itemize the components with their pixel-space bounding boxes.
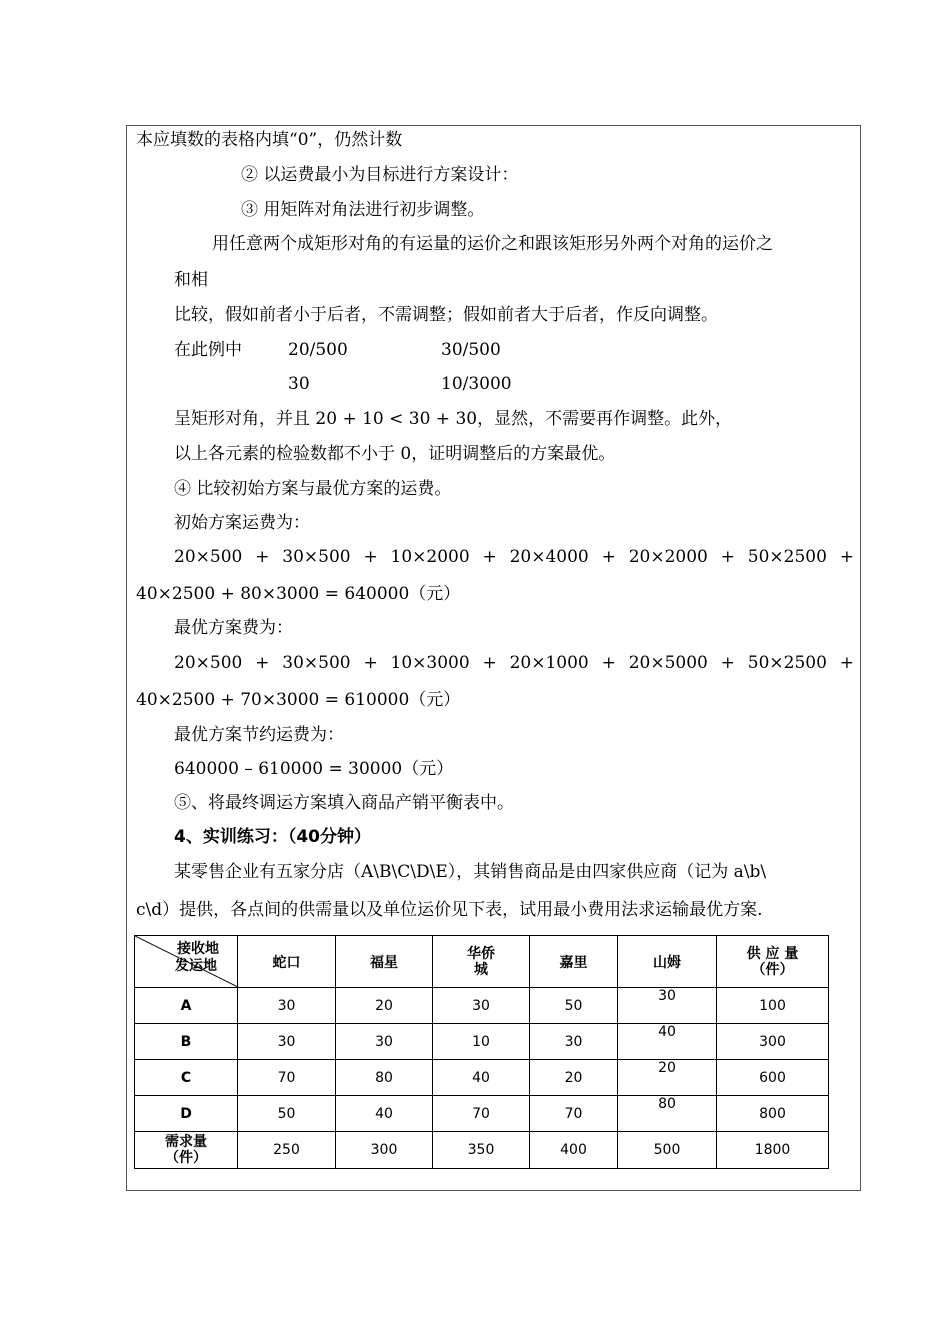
formula-token: +	[839, 653, 854, 673]
formula-token: 20×2000	[628, 547, 708, 567]
table-cell: 40	[336, 1096, 433, 1132]
text-line-1: 本应填数的表格内填“0”，仍然计数	[136, 130, 403, 150]
table-cell: 20	[530, 1060, 618, 1096]
demand-cell: 500	[618, 1132, 717, 1169]
table-cell: 30	[433, 988, 530, 1024]
formula-token: +	[363, 547, 378, 567]
formula-token: +	[720, 653, 735, 673]
text-line-19: 640000 – 610000 = 30000（元）	[174, 759, 454, 779]
header-supply: 供 应 量 （件）	[717, 936, 829, 988]
row-label: A	[135, 988, 238, 1024]
table-row	[135, 1024, 829, 1060]
formula-token: 50×2500	[747, 653, 827, 673]
header-shekou: 蛇口	[238, 936, 336, 988]
supply-demand-table	[134, 935, 829, 1169]
formula-token: 20×4000	[509, 547, 589, 567]
formula-token: 50×2500	[747, 547, 827, 567]
demand-row	[135, 1132, 829, 1169]
demand-cell: 250	[238, 1132, 336, 1169]
table-cell: 40	[433, 1060, 530, 1096]
header-jiali: 嘉里	[530, 936, 618, 988]
table-cell: 70	[433, 1096, 530, 1132]
formula-token: +	[363, 653, 378, 673]
table-cell	[618, 1096, 717, 1132]
table-cell: 30	[238, 988, 336, 1024]
text-line-11: ④ 比较初始方案与最优方案的运费。	[174, 479, 452, 499]
table-cell: 50	[530, 988, 618, 1024]
table-cell: 100	[717, 988, 829, 1024]
section-heading: 4、实训练习：（40分钟）	[174, 827, 371, 847]
table-cell: 30	[336, 1024, 433, 1060]
text-line-10: 以上各元素的检验数都不小于 0，证明调整后的方案最优。	[174, 444, 616, 464]
formula-token: +	[601, 547, 616, 567]
header-shanmu: 山姆	[618, 936, 717, 988]
table-cell: 10	[433, 1024, 530, 1060]
table-cell: 70	[238, 1060, 336, 1096]
row-label: B	[135, 1024, 238, 1060]
formula-token: 30×500	[282, 547, 351, 567]
table-cell	[618, 988, 717, 1024]
table-cell	[618, 1060, 717, 1096]
row-label: C	[135, 1060, 238, 1096]
formula-token: +	[482, 653, 497, 673]
table-cell: 600	[717, 1060, 829, 1096]
table-cell: 70	[530, 1096, 618, 1132]
text-line-12: 初始方案运费为：	[174, 513, 310, 533]
text-line-8b: 10/3000	[441, 374, 512, 394]
demand-cell: 400	[530, 1132, 618, 1169]
formula-token: 10×3000	[390, 653, 470, 673]
text-line-2: ② 以运费最小为目标进行方案设计：	[241, 165, 519, 185]
optimal-cost-formula	[174, 652, 854, 674]
formula-token: +	[482, 547, 497, 567]
text-line-23: c\d）提供，各点间的供需量以及单位运价见下表，试用最小费用法求运输最优方案.	[136, 900, 763, 920]
corner-cell	[135, 936, 238, 988]
formula-token: +	[839, 547, 854, 567]
text-line-7a: 在此例中	[174, 340, 242, 360]
table-cell: 20	[336, 988, 433, 1024]
table-row	[135, 1096, 829, 1132]
table-cell: 50	[238, 1096, 336, 1132]
formula-token: +	[255, 653, 270, 673]
header-fuxing: 福星	[336, 936, 433, 988]
table-header-row	[135, 936, 829, 988]
table-cell: 300	[717, 1024, 829, 1060]
formula-token: 20×1000	[509, 653, 589, 673]
demand-cell: 350	[433, 1132, 530, 1169]
initial-cost-formula	[174, 546, 854, 568]
demand-cell: 300	[336, 1132, 433, 1169]
text-line-14: 40×2500 + 80×3000 = 640000（元）	[136, 584, 461, 604]
formula-token: 30×500	[282, 653, 351, 673]
row-label: D	[135, 1096, 238, 1132]
formula-token: 10×2000	[390, 547, 470, 567]
text-line-18: 最优方案节约运费为：	[174, 725, 344, 745]
shanmu-value: 40	[658, 1024, 676, 1040]
text-line-3: ③ 用矩阵对角法进行初步调整。	[241, 200, 485, 220]
formula-token: 20×500	[174, 547, 243, 567]
table-row	[135, 988, 829, 1024]
text-line-7b: 20/500	[288, 340, 348, 360]
shanmu-value: 20	[658, 1060, 676, 1076]
formula-token: +	[720, 547, 735, 567]
formula-token: +	[601, 653, 616, 673]
text-line-22: 某零售企业有五家分店（A\B\C\D\E），其销售商品是由四家供应商（记为 a\b\	[174, 862, 767, 882]
demand-label: 需求量 （件）	[135, 1132, 238, 1169]
shanmu-value: 30	[658, 988, 676, 1004]
text-line-4: 用任意两个成矩形对角的有运量的运价之和跟该矩形另外两个对角的运价之	[212, 234, 773, 254]
table-cell: 30	[238, 1024, 336, 1060]
text-line-17: 40×2500 + 70×3000 = 610000（元）	[136, 690, 461, 710]
text-line-20: ⑤、将最终调运方案填入商品产销平衡表中。	[174, 793, 514, 813]
text-line-15: 最优方案费为：	[174, 618, 293, 638]
text-line-8a: 30	[288, 374, 310, 394]
table-cell: 800	[717, 1096, 829, 1132]
sender-label: 发运地	[175, 958, 217, 974]
text-line-5: 和相	[174, 270, 208, 290]
table-cell: 30	[530, 1024, 618, 1060]
formula-token: 20×5000	[628, 653, 708, 673]
table-row	[135, 1060, 829, 1096]
text-line-6: 比较，假如前者小于后者，不需调整；假如前者大于后者，作反向调整。	[174, 305, 718, 325]
receiver-label: 接收地	[177, 941, 219, 957]
formula-token: 20×500	[174, 653, 243, 673]
text-line-9: 呈矩形对角，并且 20 + 10 < 30 + 30，显然，不需要再作调整。此外，	[174, 409, 733, 429]
shanmu-value: 80	[658, 1096, 676, 1112]
formula-token: +	[255, 547, 270, 567]
demand-cell: 1800	[717, 1132, 829, 1169]
table-cell: 80	[336, 1060, 433, 1096]
table-cell	[618, 1024, 717, 1060]
text-line-7c: 30/500	[441, 340, 501, 360]
header-huaqiaocheng: 华侨 城	[433, 936, 530, 988]
